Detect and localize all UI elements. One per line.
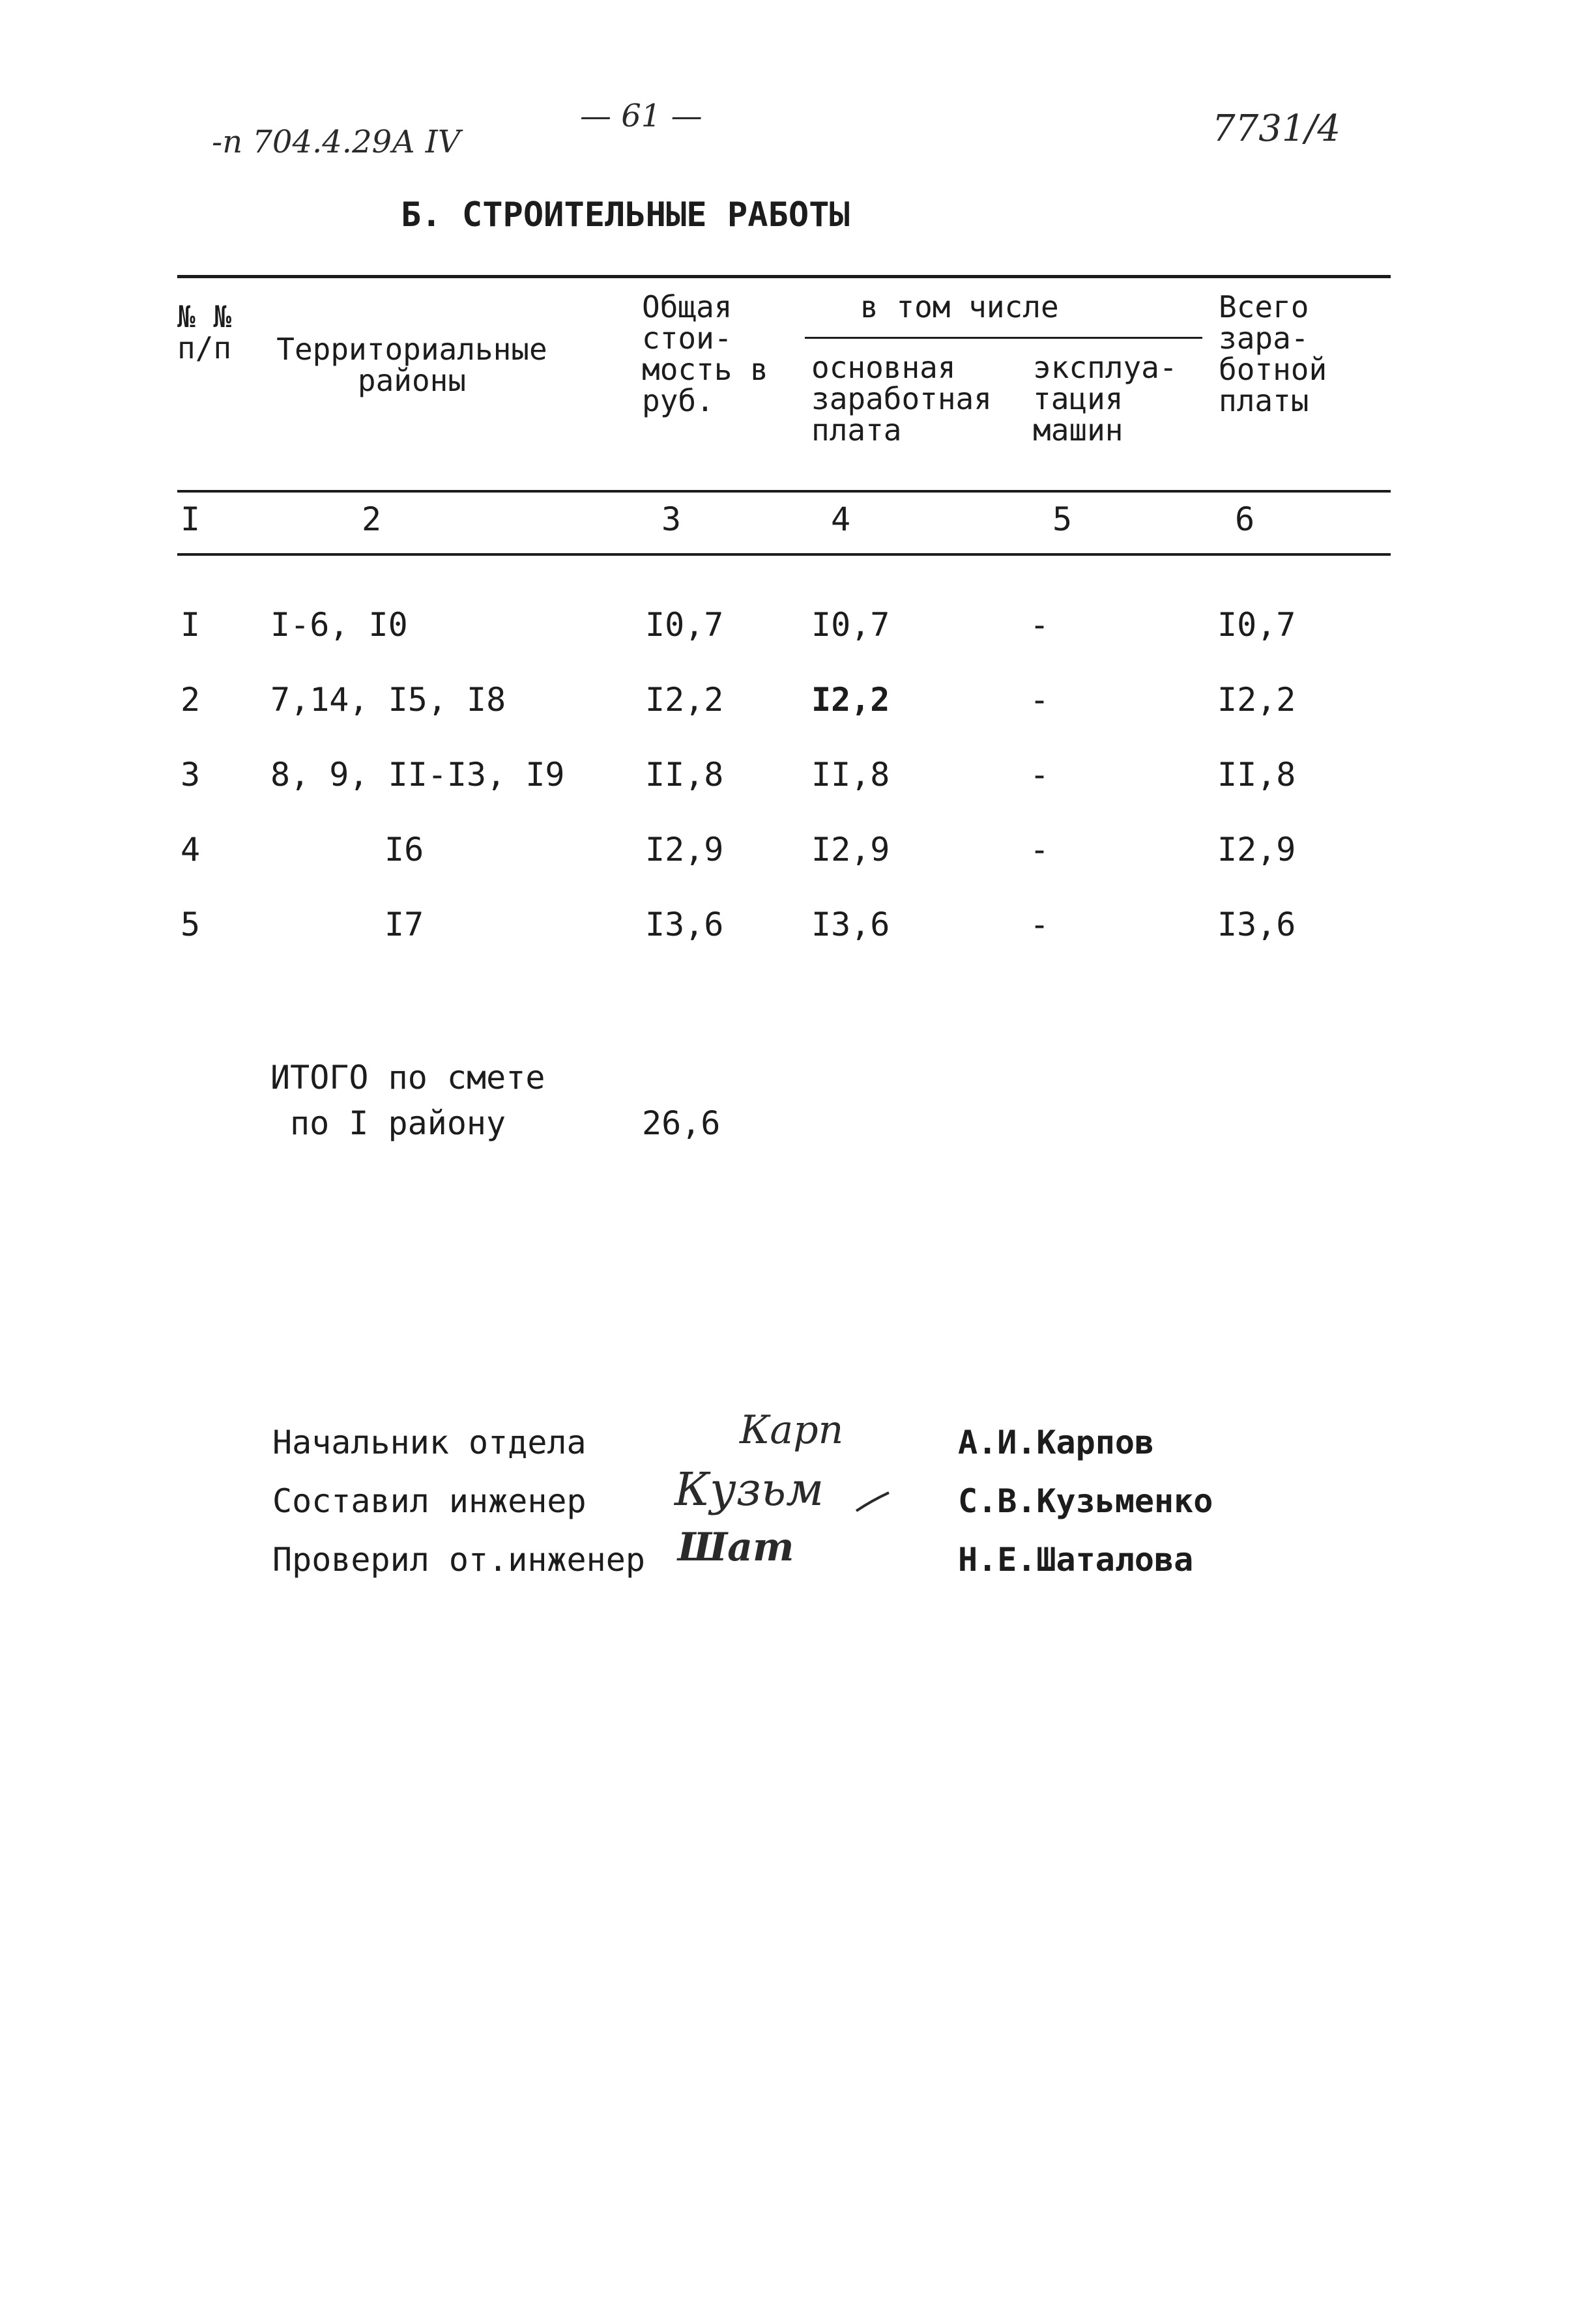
signature-role: Проверил от.инженер <box>272 1541 645 1579</box>
handwritten-signature: Карп <box>740 1407 844 1453</box>
signature-role: Составил инженер <box>272 1482 587 1520</box>
row-base-salary: I0,7 <box>811 606 890 644</box>
row-base-salary: I3,6 <box>811 906 890 943</box>
column-number: 5 <box>1052 500 1073 538</box>
table-top-rule <box>177 275 1391 278</box>
signature-stroke <box>854 1489 893 1515</box>
numbering-bottom-rule <box>177 553 1391 556</box>
header-bottom-rule <box>177 490 1391 493</box>
row-number: 2 <box>181 681 201 719</box>
signatory-name: А.И.Карпов <box>958 1424 1155 1461</box>
handwritten-signature: Шат <box>678 1525 794 1570</box>
signatory-name: С.В.Кузьменко <box>958 1482 1213 1520</box>
header-districts: Территориальные районы <box>276 332 547 398</box>
row-base-salary: I2,9 <box>811 831 890 868</box>
header-machine-operation: эксплуа- тация машин <box>1033 350 1178 448</box>
handwritten-signature: Кузьм <box>674 1463 824 1516</box>
row-districts: 8, 9, II-I3, I9 <box>270 756 565 794</box>
header-total-cost: Общая стои- мость в руб. <box>642 289 768 418</box>
signature-role: Начальник отдела <box>272 1424 587 1461</box>
row-machine-operation: - <box>1030 906 1050 943</box>
row-districts: I6 <box>384 831 424 868</box>
row-salary-total: I3,6 <box>1217 906 1296 943</box>
row-total-cost: I0,7 <box>645 606 724 644</box>
row-salary-total: II,8 <box>1217 756 1296 794</box>
group-underline <box>805 337 1202 339</box>
row-total-cost: I2,9 <box>645 831 724 868</box>
row-number: 3 <box>181 756 201 794</box>
column-number: 4 <box>831 500 851 538</box>
section-title: Б. СТРОИТЕЛЬНЫЕ РАБОТЫ <box>401 195 850 235</box>
column-number: I <box>181 500 201 538</box>
archive-number: 7731/4 <box>1212 108 1341 150</box>
row-base-salary: II,8 <box>811 756 890 794</box>
row-salary-total: I2,2 <box>1217 681 1296 719</box>
header-row-number: № № п/п <box>177 299 232 366</box>
row-salary-total: I2,9 <box>1217 831 1296 868</box>
row-total-cost: I3,6 <box>645 906 724 943</box>
row-number: 4 <box>181 831 201 868</box>
row-base-salary: I2,2 <box>811 681 890 719</box>
page-number: — 61 — <box>580 98 703 134</box>
row-total-cost: II,8 <box>645 756 724 794</box>
row-total-cost: I2,2 <box>645 681 724 719</box>
row-districts: I-6, I0 <box>270 606 408 644</box>
row-number: I <box>181 606 201 644</box>
row-districts: 7,14, I5, I8 <box>270 681 506 719</box>
row-machine-operation: - <box>1030 756 1050 794</box>
header-salary-total: Всего зара- ботной платы <box>1219 289 1327 418</box>
signatory-name: Н.Е.Шаталова <box>958 1541 1194 1579</box>
row-machine-operation: - <box>1030 831 1050 868</box>
column-number: 2 <box>362 500 382 538</box>
row-machine-operation: - <box>1030 681 1050 719</box>
row-salary-total: I0,7 <box>1217 606 1296 644</box>
document-code: -п 704.4.29А IV <box>212 124 461 160</box>
header-including: в том числе <box>860 289 1059 324</box>
column-number: 6 <box>1235 500 1255 538</box>
row-districts: I7 <box>384 906 424 943</box>
header-base-salary: основная заработная плата <box>811 350 992 448</box>
total-label: ИТОГО по смете <box>270 1059 545 1097</box>
total-value: 26,6 <box>642 1104 721 1142</box>
row-machine-operation: - <box>1030 606 1050 644</box>
total-label-district: по I району <box>290 1104 506 1142</box>
column-number: 3 <box>661 500 682 538</box>
row-number: 5 <box>181 906 201 943</box>
